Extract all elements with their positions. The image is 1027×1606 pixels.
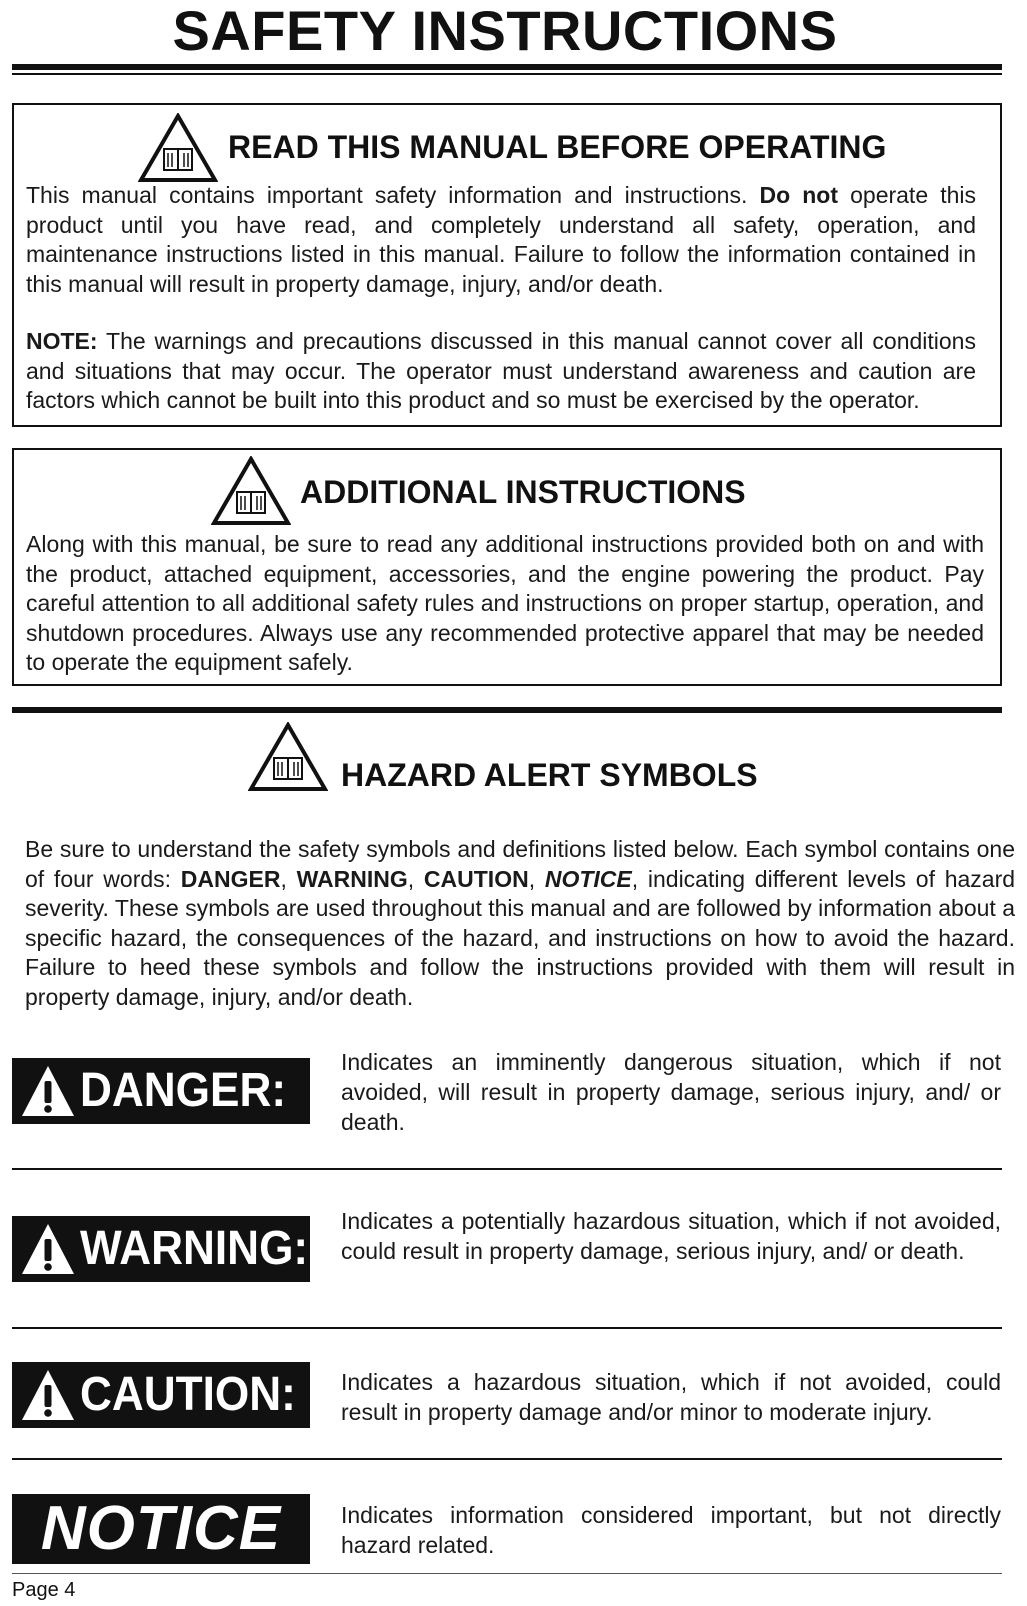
exclamation-triangle-icon bbox=[20, 1368, 76, 1422]
read-manual-text-a: This manual contains important safety information and instructions. bbox=[26, 182, 748, 208]
warning-description: Indicates a potentially hazardous situation, which if not avoided, could result in property damage, serious injury, and/ or death. bbox=[341, 1208, 1001, 1264]
warning-badge bbox=[12, 1216, 310, 1282]
caution-label: CAUTION: bbox=[80, 1368, 296, 1421]
caution-badge bbox=[12, 1362, 310, 1428]
divider bbox=[12, 1168, 1002, 1170]
word-danger: DANGER bbox=[180, 865, 281, 892]
notice-label: NOTICE bbox=[40, 1494, 282, 1563]
page-title: SAFETY INSTRUCTIONS bbox=[172, 0, 838, 62]
do-not-emphasis: Do not bbox=[759, 182, 838, 208]
additional-instructions-box bbox=[12, 448, 1002, 686]
note-text: The warnings and precautions discussed in this manual cannot cover all conditions and situations that may occur. The operator must understand awareness and caution are factors which cannot be built into this product and so must be exercised by the operator. bbox=[26, 328, 976, 413]
page-number: Page 4 bbox=[12, 1579, 76, 1601]
read-manual-text-b: operate this product until you have read, and completely understand all safety, operation, and maintenance instructions listed in this manual. Failure to follow the information contained in this manual will result in property damage, injury, and/or death. bbox=[26, 182, 977, 297]
warning-label: WARNING: bbox=[80, 1222, 309, 1275]
read-manual-heading: READ THIS MANUAL BEFORE OPERATING bbox=[228, 129, 887, 165]
note-paragraph bbox=[26, 327, 976, 416]
manual-warning-icon bbox=[248, 722, 328, 792]
manual-warning-icon bbox=[138, 113, 218, 183]
danger-badge bbox=[12, 1058, 310, 1124]
exclamation-triangle-icon bbox=[20, 1222, 76, 1276]
footer-rule bbox=[12, 1573, 1002, 1574]
title-rule-thin bbox=[12, 73, 1002, 75]
word-notice: NOTICE bbox=[544, 865, 632, 892]
hazard-intro-b: indicating different levels of hazard severity. These symbols are used throughout this manual and are followed by information about a specific hazard, the consequences of the hazard, and instructions on how to avoid the hazard. Failure to heed these symbols and follow the instructions provided with them will result in property damage, injury, and/or death. bbox=[25, 865, 1016, 1010]
read-manual-box bbox=[12, 103, 1002, 427]
note-label: NOTE: bbox=[26, 328, 98, 354]
hazard-section-rule bbox=[12, 707, 1002, 713]
manual-warning-icon bbox=[211, 456, 291, 526]
title-rule-thick bbox=[12, 64, 1002, 70]
divider bbox=[12, 1327, 1002, 1329]
word-warning: WARNING bbox=[296, 865, 408, 892]
notice-description: Indicates information considered important, but not directly hazard related. bbox=[341, 1502, 1001, 1558]
danger-description: Indicates an imminently dangerous situation, which if not avoided, will result in property damage, serious injury, and/ or death. bbox=[341, 1049, 1001, 1135]
hazard-symbols-heading: HAZARD ALERT SYMBOLS bbox=[341, 757, 758, 793]
word-caution: CAUTION bbox=[423, 865, 529, 892]
danger-label: DANGER: bbox=[80, 1064, 287, 1117]
notice-badge bbox=[12, 1494, 310, 1564]
hazard-intro-paragraph: Be sure to understand the safety symbols and definitions listed below. Each symbol contains one of four words: DANGER, WARNING, CAUTION, NOTICE, indicating different levels of hazard severity. These symbols are used throughout this manual and are followed by information about a specific hazard, the consequences of the hazard, and instructions on how to avoid the hazard. Failure to heed these symbols and follow the instructions provided with them will result in property damage, injury, and/or death. bbox=[25, 836, 1016, 1010]
additional-instructions-paragraph: Along with this manual, be sure to read any additional instructions provided both on and with the product, attached equipment, accessories, and the engine powering the product. Pay careful attention to all additional safety rules and instructions on proper startup, operation, and shutdown procedures. Always use any recommended protective apparel that may be needed to operate the equipment safely. bbox=[26, 531, 984, 675]
caution-description: Indicates a hazardous situation, which if not avoided, could result in property damage and/or minor to moderate injury. bbox=[341, 1369, 1001, 1425]
read-manual-paragraph bbox=[26, 181, 976, 299]
divider bbox=[12, 1458, 1002, 1460]
hazard-intro-a: Be sure to understand the safety symbols and definitions listed below. Each symbol contains one of four words: bbox=[25, 836, 1015, 892]
exclamation-triangle-icon bbox=[20, 1064, 76, 1118]
additional-instructions-heading: ADDITIONAL INSTRUCTIONS bbox=[300, 474, 746, 510]
